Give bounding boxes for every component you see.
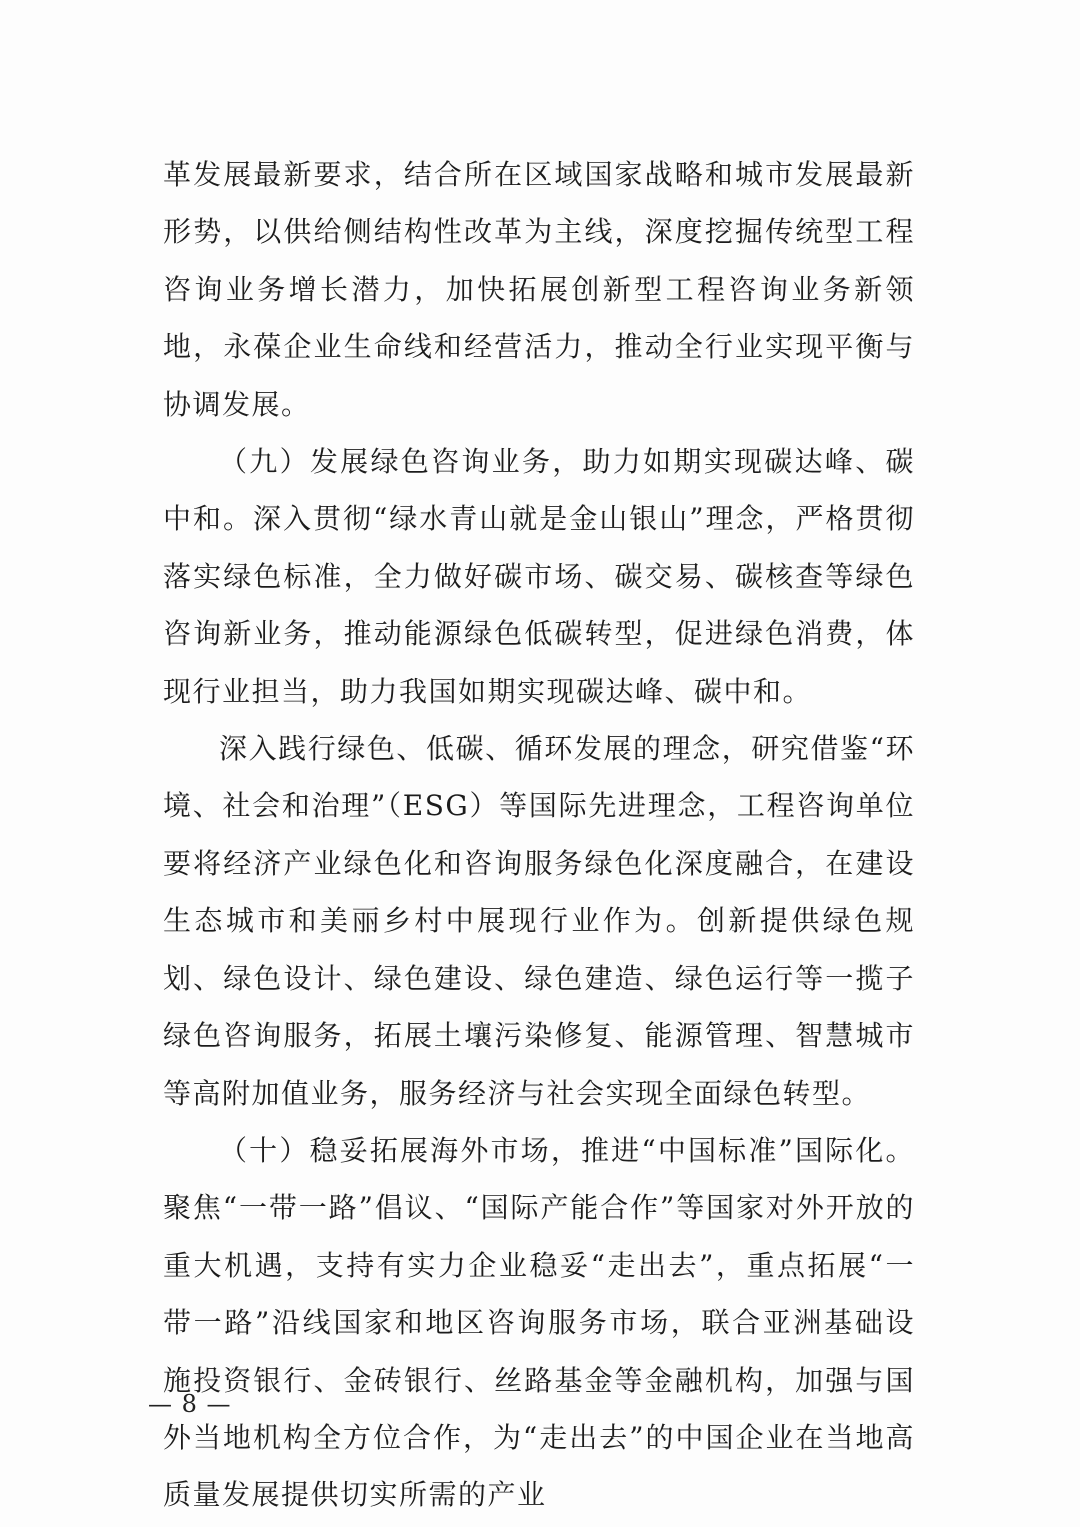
paragraph-continued: 革发展最新要求，结合所在区域国家战略和城市发展最新形势，以供给侧结构性改革为主线，深度挖掘传统型工程咨询业务增长潜力，加快拓展创新型工程咨询业务新领地，永葆企业生命线和经营活力，推动全行业实现平衡与协调发展。 [163,158,915,421]
paragraph-section-9: （九）发展绿色咨询业务，助力如期实现碳达峰、碳中和。深入贯彻“绿水青山就是金山银山”理念，严格贯彻落实绿色标准，全力做好碳市场、碳交易、碳核查等绿色咨询新业务，推动能源绿色低碳转型，促进绿色消费，体现行业担当，助力我国如期实现碳达峰、碳中和。 [163,445,915,708]
page-number: — 8 — [148,1390,232,1418]
document-body [163,146,915,1524]
paragraph-section-10: （十）稳妥拓展海外市场，推进“中国标准”国际化。聚焦“一带一路”倡议、“国际产能合作”等国家对外开放的重大机遇，支持有实力企业稳妥“走出去”，重点拓展“一带一路”沿线国家和地区咨询服务市场，联合亚洲基础设施投资银行、金砖银行、丝路基金等金融机构，加强与国外当地机构全方位合作，为“走出去”的中国企业在当地高质量发展提供切实所需的产业 [163,1133,915,1512]
paragraph-green-development: 深入践行绿色、低碳、循环发展的理念，研究借鉴“环境、社会和治理”（ESG）等国际先进理念，工程咨询单位要将经济产业绿色化和咨询服务绿色化深度融合，在建设生态城市和美丽乡村中展现行业作为。创新提供绿色规划、绿色设计、绿色建设、绿色建造、绿色运行等一揽子绿色咨询服务，拓展土壤污染修复、能源管理、智慧城市等高附加值业务，服务经济与社会实现全面绿色转型。 [163,732,915,1110]
